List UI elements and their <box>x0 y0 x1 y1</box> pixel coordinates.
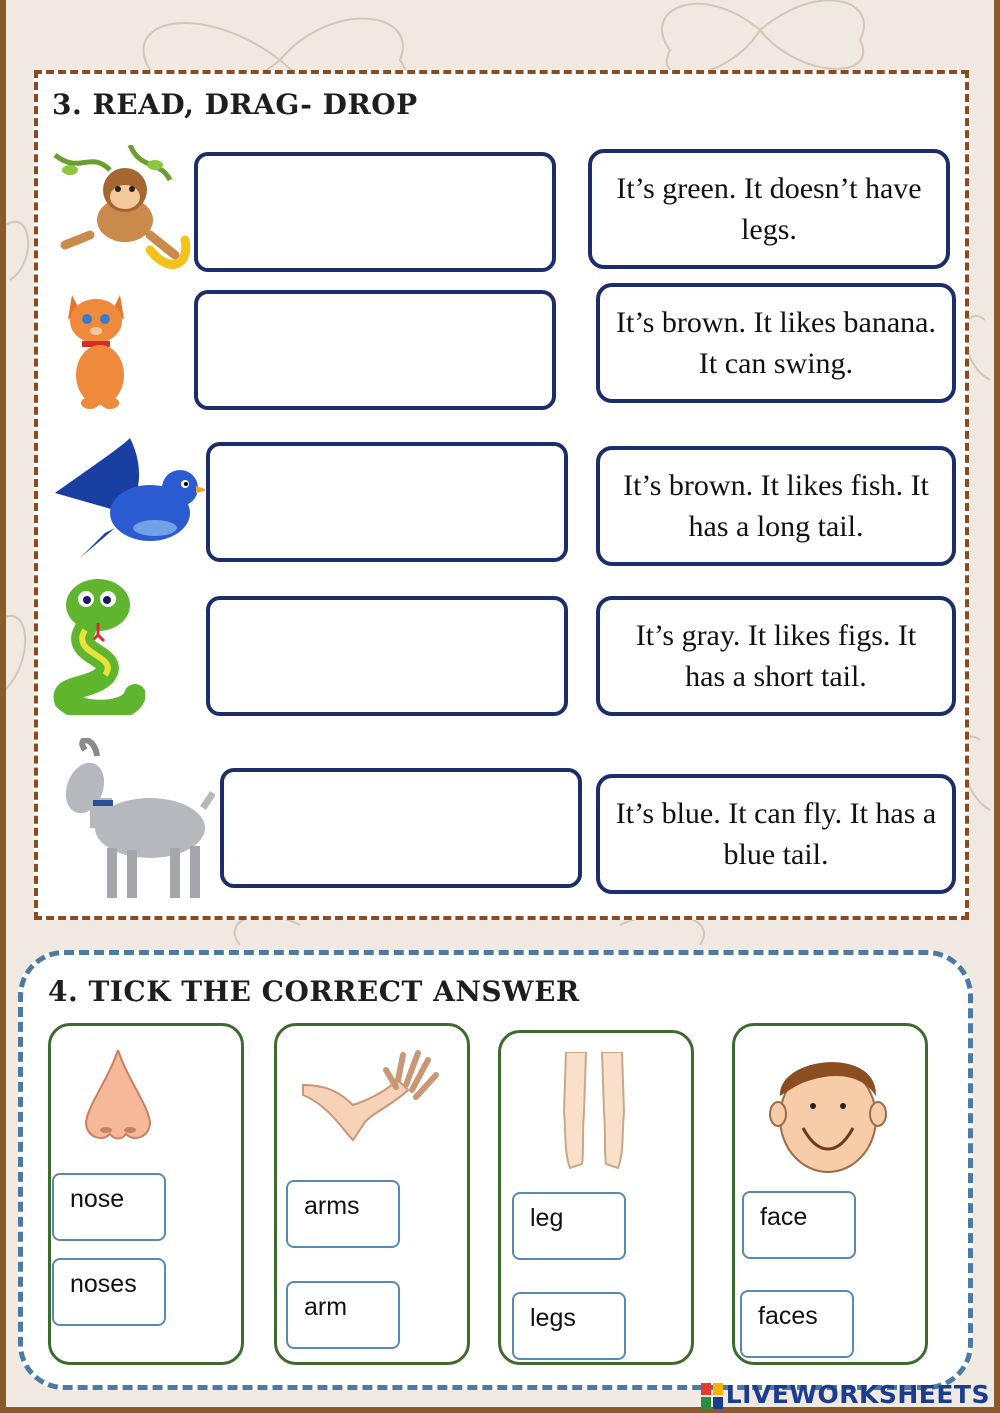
option-label: leg <box>530 1204 564 1232</box>
option-nose[interactable] <box>52 1173 166 1241</box>
option-label: noses <box>70 1270 137 1298</box>
drop-zone-1[interactable] <box>194 152 556 272</box>
nose-icon <box>78 1050 158 1145</box>
option-arm[interactable] <box>286 1281 400 1349</box>
option-label: nose <box>70 1185 125 1213</box>
cat-icon <box>60 285 140 415</box>
bird-icon <box>50 438 205 563</box>
drop-zone-4[interactable] <box>206 596 568 716</box>
clue-card[interactable]: It’s green. It doesn’t have legs. <box>588 149 950 269</box>
section4-title: 4. TICK THE CORRECT ANSWER <box>48 975 580 1008</box>
option-leg[interactable] <box>512 1192 626 1260</box>
snake-icon <box>50 575 145 715</box>
monkey-icon <box>50 145 195 275</box>
clue-card[interactable]: It’s blue. It can fly. It has a blue tail. <box>596 774 956 894</box>
drop-zone-3[interactable] <box>206 442 568 562</box>
section3-title: 3. READ, DRAG- DROP <box>52 88 418 121</box>
arm-icon <box>298 1045 443 1145</box>
liveworksheets-watermark <box>701 1380 990 1409</box>
option-faces[interactable] <box>740 1290 854 1358</box>
option-label: arms <box>304 1192 360 1220</box>
liveworksheets-logo-icon <box>701 1383 723 1409</box>
clue-card[interactable]: It’s gray. It likes figs. It has a short tail. <box>596 596 956 716</box>
option-label: face <box>760 1203 808 1231</box>
option-face[interactable] <box>742 1191 856 1259</box>
option-label: arm <box>304 1293 348 1321</box>
legs-icon <box>558 1052 630 1174</box>
option-legs[interactable] <box>512 1292 626 1360</box>
goat-icon <box>55 738 215 903</box>
option-label: faces <box>758 1302 818 1330</box>
option-arms[interactable] <box>286 1180 400 1248</box>
option-label: legs <box>530 1304 576 1332</box>
option-noses[interactable] <box>52 1258 166 1326</box>
drop-zone-5[interactable] <box>220 768 582 888</box>
face-icon <box>768 1046 888 1174</box>
clue-card[interactable]: It’s brown. It likes fish. It has a long tail. <box>596 446 956 566</box>
drop-zone-2[interactable] <box>194 290 556 410</box>
watermark-text: LIVEWORKSHEETS <box>725 1380 990 1409</box>
clue-card[interactable]: It’s brown. It likes banana. It can swing. <box>596 283 956 403</box>
